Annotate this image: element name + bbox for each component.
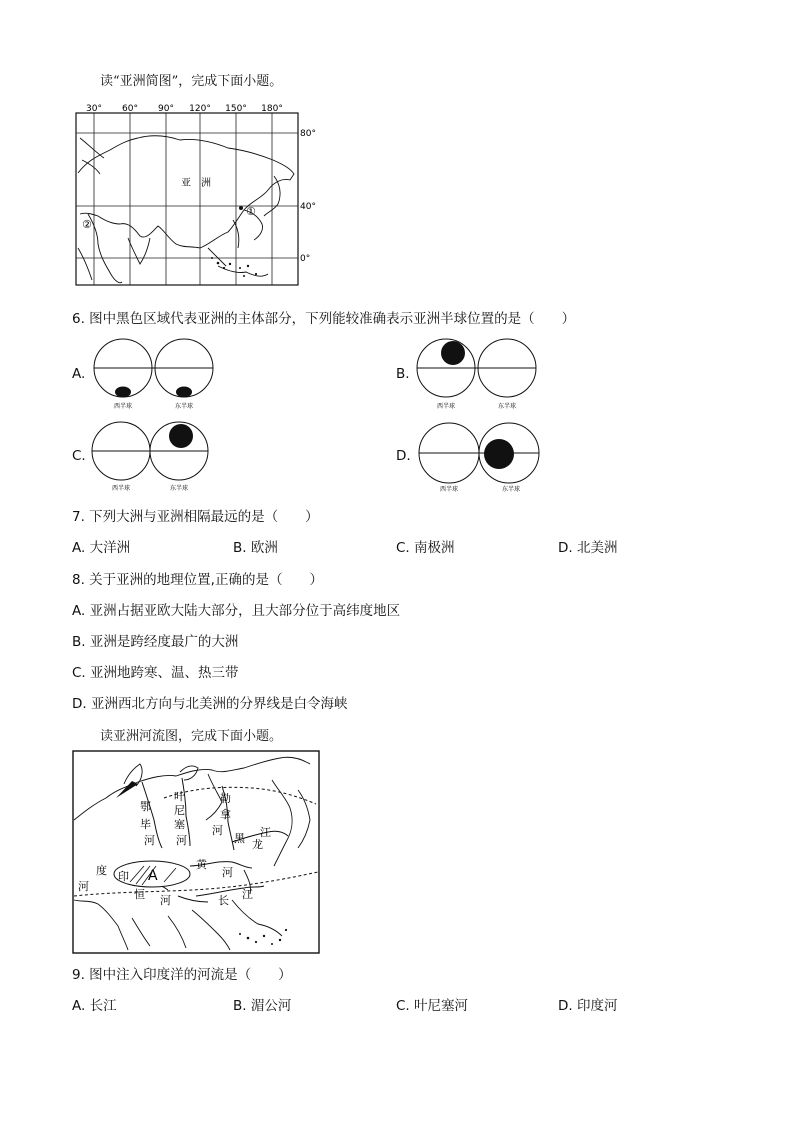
section2-intro: 读亚洲河流图，完成下面小题。 <box>100 729 283 744</box>
label-he5: 河 <box>78 880 89 893</box>
question-8-stem: 8. 关于亚洲的地理位置,正确的是（ ） <box>72 572 323 588</box>
asia-blob <box>169 424 193 448</box>
label-huang: 黄 <box>196 858 207 871</box>
asia-rivers-map <box>72 750 320 954</box>
q6-option-a-diagram <box>92 336 216 414</box>
lon-label: 60° <box>122 104 138 114</box>
q6-option-a-letter[interactable]: A. <box>72 366 86 382</box>
western-hemisphere-label: 西半球 <box>439 486 459 493</box>
label-he3: 河 <box>212 824 223 837</box>
coastline <box>78 136 294 283</box>
label-yin: 印 <box>118 870 129 883</box>
q6-option-b-diagram <box>414 336 540 414</box>
question-7-stem: 7. 下列大洲与亚洲相隔最远的是（ ） <box>72 509 319 525</box>
q6-option-b-letter[interactable]: B. <box>396 366 410 382</box>
q6-option-d-diagram <box>414 418 546 496</box>
label-hei: 黑 <box>234 832 245 845</box>
label-long: 龙 <box>252 838 263 851</box>
q8-option-c[interactable]: C. 亚洲地跨寒、温、热三带 <box>72 665 239 681</box>
label-jiang1: 江 <box>260 826 271 839</box>
lon-label: 90° <box>158 104 174 114</box>
label-he2: 河 <box>176 834 187 847</box>
lon-label: 120° <box>189 104 211 114</box>
map-frame <box>76 113 298 285</box>
q9-option-d[interactable]: D. 印度河 <box>558 998 618 1014</box>
section1-intro: 读“亚洲简图”，完成下面小题。 <box>100 74 283 89</box>
eastern-hemisphere-label: 东半球 <box>501 486 521 493</box>
q9-option-a[interactable]: A. 长江 <box>72 998 117 1014</box>
map-frame <box>73 751 319 953</box>
q6-option-c-letter[interactable]: C. <box>72 448 86 464</box>
asia-sketch-map <box>68 98 320 290</box>
question-6-stem: 6. 图中黑色区域代表亚洲的主体部分，下列能较准确表示亚洲半球位置的是（ ） <box>72 311 576 327</box>
label-na: 拿 <box>220 808 231 821</box>
western-hemisphere-label: 西半球 <box>436 403 456 410</box>
western-hemisphere-label: 西半球 <box>113 403 133 410</box>
label-ni: 尼 <box>174 804 185 817</box>
asia-blob <box>115 387 131 398</box>
q7-option-b[interactable]: B. 欧洲 <box>233 540 278 556</box>
lon-label: 150° <box>225 104 247 114</box>
label-he4: 河 <box>222 866 233 879</box>
q7-option-c[interactable]: C. 南极洲 <box>396 540 455 556</box>
label-point-a: A <box>148 868 158 884</box>
lat-label: 40° <box>300 202 316 212</box>
label-he1: 河 <box>144 834 155 847</box>
q8-option-a[interactable]: A. 亚洲占据亚欧大陆大部分，且大部分位于高纬度地区 <box>72 603 401 619</box>
continent-label: 亚 洲 <box>181 178 211 189</box>
lat-label: 80° <box>300 129 316 139</box>
point-1-dot <box>239 206 243 210</box>
label-he6: 河 <box>160 894 171 907</box>
label-e: 鄂 <box>140 800 151 813</box>
marker-1: ① <box>246 205 256 218</box>
label-ye: 叶 <box>174 790 185 803</box>
q8-option-d[interactable]: D. 亚洲西北方向与北美洲的分界线是白令海峡 <box>72 696 348 712</box>
q9-option-b[interactable]: B. 湄公河 <box>233 998 292 1014</box>
graticule <box>76 113 298 285</box>
q8-option-b[interactable]: B. 亚洲是跨经度最广的大洲 <box>72 634 239 650</box>
lat-label: 0° <box>300 254 311 264</box>
label-bi: 毕 <box>140 818 151 831</box>
q7-option-d[interactable]: D. 北美洲 <box>558 540 618 556</box>
q7-option-a[interactable]: A. 大洋洲 <box>72 540 131 556</box>
label-heng: 恒 <box>134 888 145 901</box>
eastern-hemisphere-label: 东半球 <box>169 485 189 492</box>
label-du: 度 <box>96 864 107 877</box>
asia-blob <box>441 341 465 365</box>
lon-label: 30° <box>86 104 102 114</box>
q6-option-d-letter[interactable]: D. <box>396 448 411 464</box>
q6-option-c-diagram <box>88 418 214 496</box>
lon-label: 180° <box>261 104 283 114</box>
label-sai: 塞 <box>174 818 185 831</box>
label-chang: 长 <box>218 894 229 907</box>
eastern-hemisphere-label: 东半球 <box>174 403 194 410</box>
marker-2: ② <box>82 218 92 231</box>
q9-option-c[interactable]: C. 叶尼塞河 <box>396 998 469 1014</box>
asia-blob <box>176 387 192 398</box>
western-hemisphere-label: 西半球 <box>111 485 131 492</box>
question-9-stem: 9. 图中注入印度洋的河流是（ ） <box>72 967 292 983</box>
label-jiang2: 江 <box>242 888 253 901</box>
label-le: 勒 <box>220 792 231 805</box>
asia-blob <box>484 439 514 469</box>
eastern-hemisphere-label: 东半球 <box>497 403 517 410</box>
